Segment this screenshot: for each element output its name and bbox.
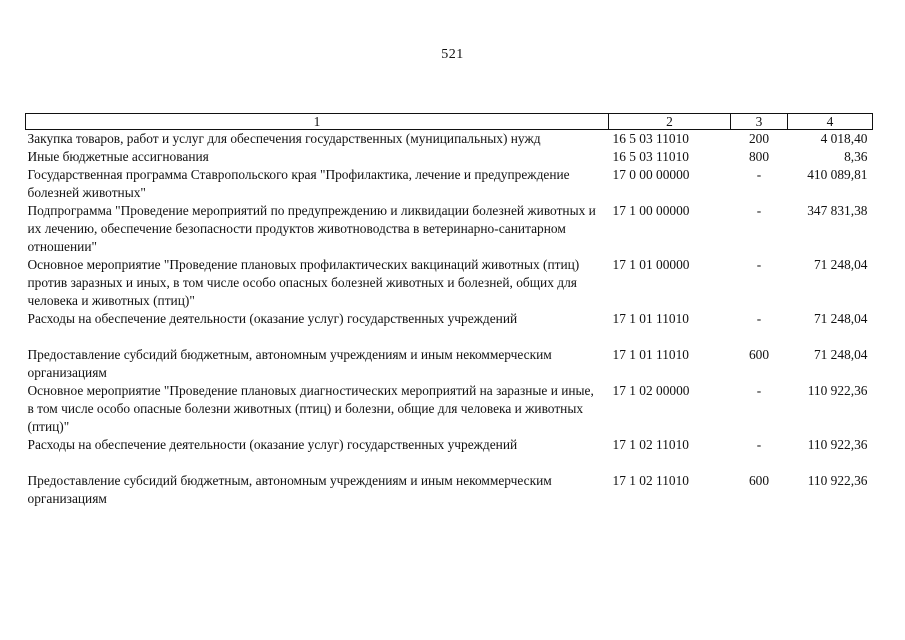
table-row	[26, 130, 873, 149]
row-name: Иные бюджетные ассигнования	[27, 149, 209, 164]
row-name: Предоставление субсидий бюджетным, автономным учреждениям и иным некоммерческим организациям	[27, 473, 552, 506]
row-amount: 71 248,04	[813, 257, 868, 272]
table-row	[26, 148, 873, 166]
row-amount: 347 831,38	[807, 203, 868, 218]
row-type: -	[756, 203, 762, 218]
table-row	[26, 202, 873, 256]
row-code: 17 1 02 11010	[612, 437, 689, 452]
row-name: Государственная программа Ставропольского края "Профилактика, лечение и предупреждение болезней животных"	[27, 167, 570, 200]
row-code: 17 0 00 00000	[612, 167, 690, 182]
row-type: -	[756, 311, 762, 326]
row-type: 800	[748, 149, 770, 164]
row-amount: 71 248,04	[813, 347, 868, 362]
table-body	[26, 130, 873, 509]
table-header	[26, 114, 873, 130]
table-row	[26, 436, 873, 472]
table-row	[26, 346, 873, 382]
budget-table	[25, 113, 873, 508]
row-amount: 8,36	[844, 149, 868, 164]
table-row	[26, 310, 873, 346]
row-amount: 110 922,36	[807, 437, 868, 452]
row-amount: 410 089,81	[807, 167, 868, 182]
table-row	[26, 256, 873, 310]
row-type: 200	[748, 131, 770, 146]
row-type: -	[756, 437, 762, 452]
header-col-4: 4	[788, 114, 873, 130]
row-name: Предоставление субсидий бюджетным, автономным учреждениям и иным некоммерческим организациям	[27, 347, 552, 380]
row-code: 16 5 03 11010	[612, 131, 689, 146]
row-type: 600	[748, 473, 770, 488]
row-type: -	[756, 167, 762, 182]
row-code: 17 1 01 11010	[612, 347, 689, 362]
row-name: Основное мероприятие "Проведение плановых профилактических вакцинаций животных (птиц) против заразных и иных, в том числе особо опасных болезней животных и болезней, общих для человека и животных (птиц)"	[27, 257, 580, 308]
row-name: Основное мероприятие "Проведение плановых диагностических мероприятий на заразные и иные, в том числе особо опасные болезни животных (птиц) и болезни, общие для человека и животных (птиц)"	[27, 383, 594, 434]
header-row	[26, 114, 873, 130]
row-code: 17 1 01 11010	[612, 311, 689, 326]
row-amount: 110 922,36	[807, 473, 868, 488]
row-name: Подпрограмма "Проведение мероприятий по предупреждению и ликвидации болезней животных и их лечению, обеспечение безопасности продуктов животноводства в ветеринарно-санитарном отношении"	[27, 203, 596, 254]
row-code: 17 1 02 00000	[612, 383, 690, 398]
table-row	[26, 472, 873, 508]
row-code: 16 5 03 11010	[612, 149, 689, 164]
table-row	[26, 382, 873, 436]
row-code: 17 1 00 00000	[612, 203, 690, 218]
row-code: 17 1 02 11010	[612, 473, 689, 488]
table-row	[26, 166, 873, 202]
row-code: 17 1 01 00000	[612, 257, 690, 272]
row-type: 600	[748, 347, 770, 362]
header-col-2: 2	[609, 114, 731, 130]
row-amount: 71 248,04	[813, 311, 868, 326]
row-name: Расходы на обеспечение деятельности (оказание услуг) государственных учреждений	[27, 437, 518, 452]
page-number: 521	[441, 47, 464, 62]
row-name: Закупка товаров, работ и услуг для обеспечения государственных (муниципальных) нужд	[27, 131, 541, 146]
row-name: Расходы на обеспечение деятельности (оказание услуг) государственных учреждений	[27, 311, 518, 326]
row-type: -	[756, 257, 762, 272]
row-type: -	[756, 383, 762, 398]
row-amount: 110 922,36	[807, 383, 868, 398]
row-amount: 4 018,40	[820, 131, 868, 146]
header-col-3: 3	[731, 114, 788, 130]
header-col-1: 1	[26, 114, 609, 130]
